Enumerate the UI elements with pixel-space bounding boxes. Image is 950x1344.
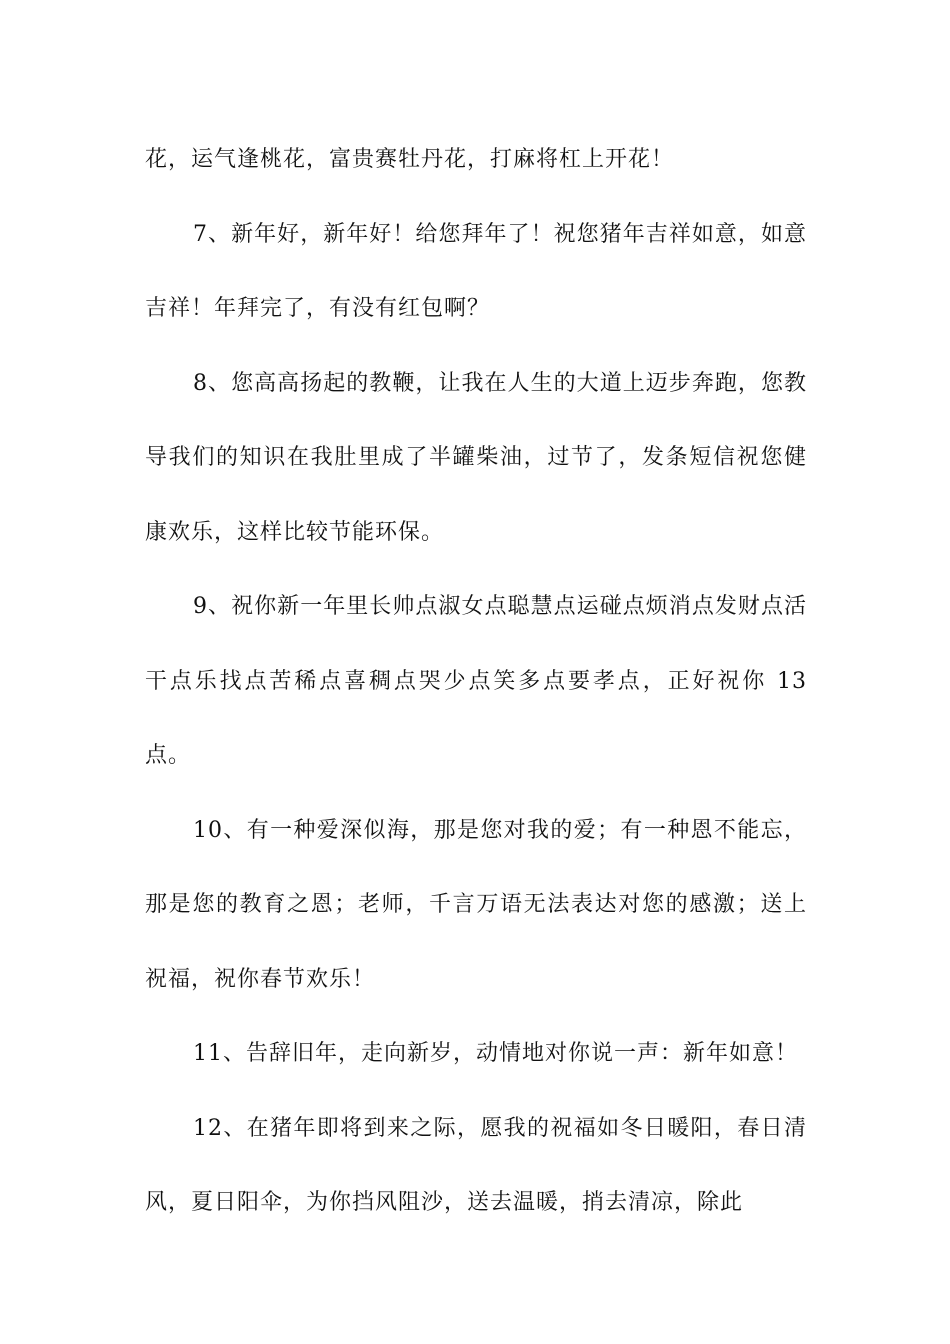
paragraph-greeting-7: 7、新年好，新年好！给您拜年了！祝您猪年吉祥如意，如意吉祥！年拜完了，有没有红包啊？ xyxy=(145,221,807,321)
paragraph-greeting-11: 11、告辞旧年，走向新岁，动情地对你说一声：新年如意！ xyxy=(193,1041,798,1066)
paragraph-greeting-12: 12、在猪年即将到来之际，愿我的祝福如冬日暖阳，春日清风，夏日阳伞，为你挡风阻沙，送去温暖，捎去清凉，除此 xyxy=(145,1115,807,1215)
paragraph-greeting-10: 10、有一种爱深似海，那是您对我的爱；有一种恩不能忘，那是您的教育之恩；老师，千言万语无法表达对您的感激；送上祝福，祝你春节欢乐！ xyxy=(145,817,807,992)
paragraph-greeting-9: 9、祝你新一年里长帅点淑女点聪慧点运碰点烦消点发财点活干点乐找点苦稀点喜稠点哭少点笑多点要孝点，正好祝你 13 点。 xyxy=(145,594,807,768)
paragraph-greeting-8: 8、您高高扬起的教鞭，让我在人生的大道上迈步奔跑，您教导我们的知识在我肚里成了半罐柴油，过节了，发条短信祝您健康欢乐，这样比较节能环保。 xyxy=(145,370,807,545)
paragraph-continuation: 花，运气逢桃花，富贵赛牡丹花，打麻将杠上开花！ xyxy=(145,147,675,172)
document-body xyxy=(145,123,807,1241)
